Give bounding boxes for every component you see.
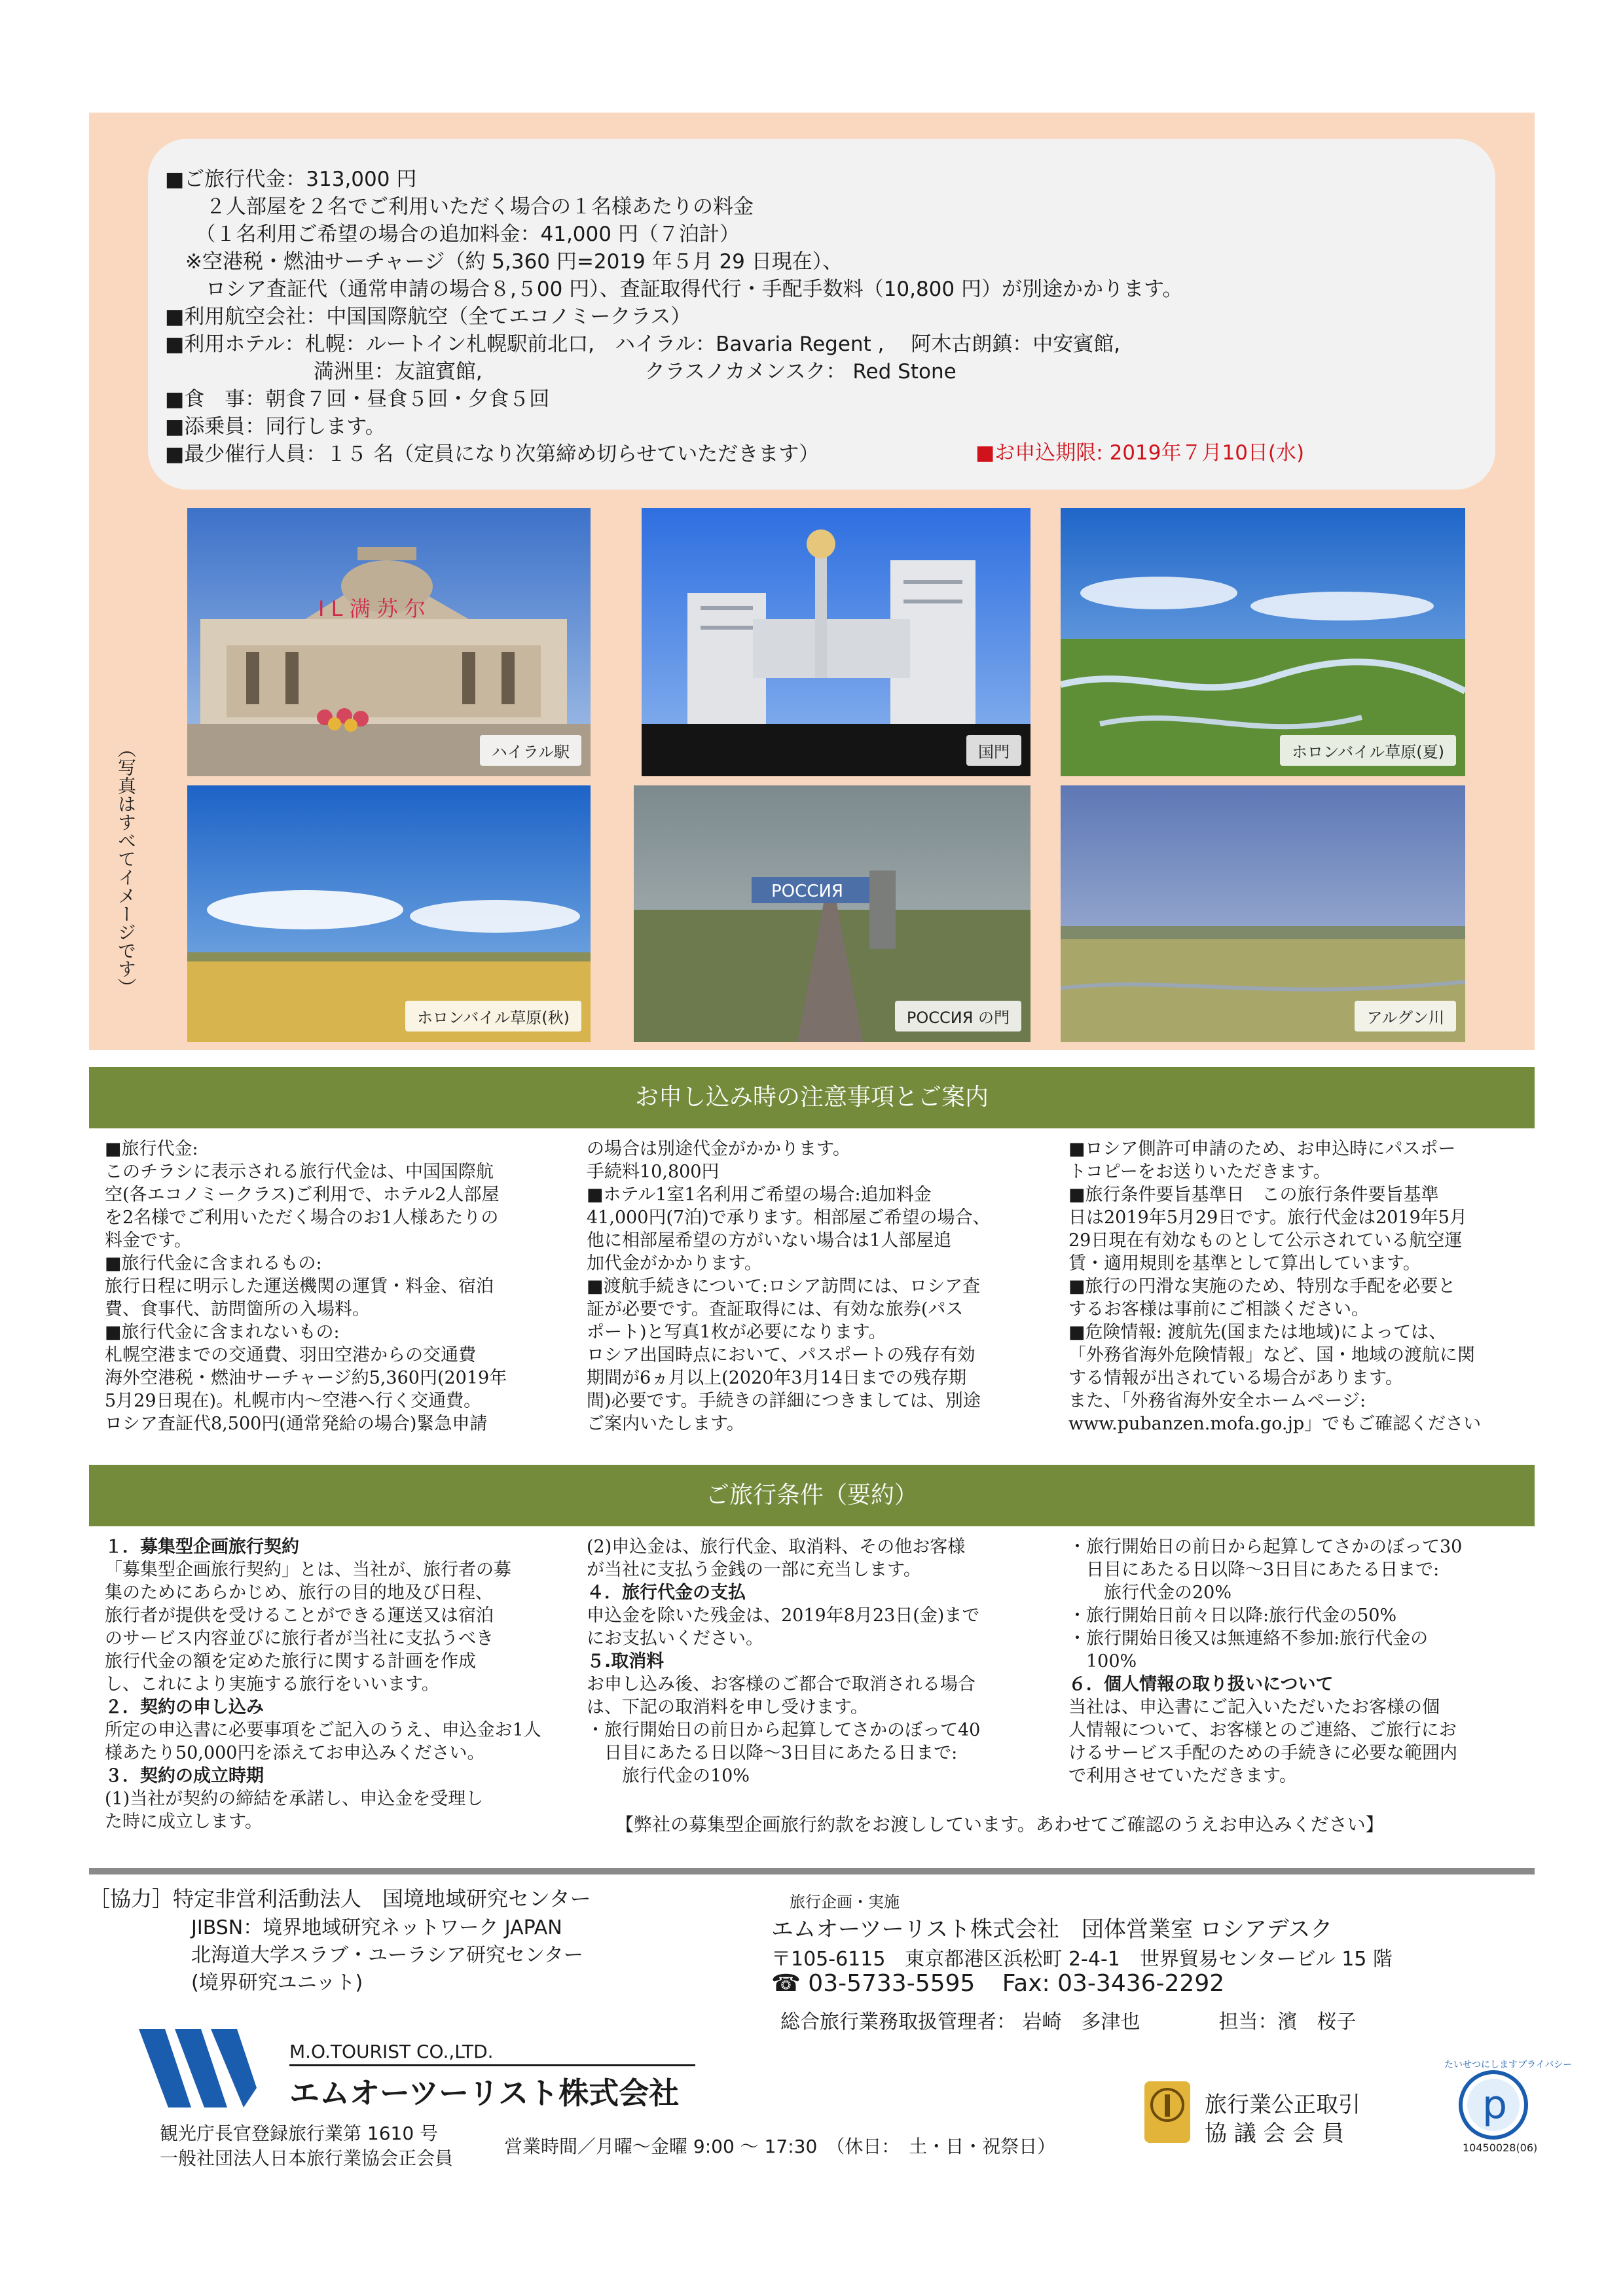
- svg-text:p: p: [1482, 2082, 1508, 2128]
- privacy-mark: [1444, 2058, 1573, 2156]
- tour-info-line: ■最少催行人員：１５ 名（定員になり次第締め切らせていただきます）: [165, 442, 820, 466]
- text-line: トコピーをお送りいただきます。: [1068, 1162, 1331, 1182]
- association-membership: 一般社団法人日本旅行業協会正会員: [160, 2147, 454, 2169]
- tour-info-line: ※空港税・燃油サーチャージ（約 5,360 円=2019 年５月 29 日現在）、: [165, 250, 843, 274]
- text-line: た時に成立します。: [105, 1812, 263, 1832]
- text-line: 旅行者が提供を受けることができる運送又は宿泊: [105, 1605, 494, 1626]
- text-line: また、「外務省海外安全ホームページ:: [1068, 1391, 1366, 1411]
- text-line: 5月29日現在)。札幌市内～空港へ行く交通費。: [105, 1391, 482, 1411]
- fax-number: Fax: 03-3436-2292: [1002, 1970, 1225, 1997]
- notice-column-1: [105, 1138, 507, 1435]
- photo-caption: ホロンバイル草原(夏): [1280, 735, 1456, 766]
- text-line: 旅行代金の10%: [587, 1766, 750, 1786]
- photo-hulunbuir-autumn: [187, 785, 591, 1042]
- text-line: 他に相部屋希望の方がいない場合は1人部屋追: [587, 1230, 952, 1251]
- text-line: ロシア出国時点において、パスポートの残存有効: [587, 1345, 976, 1365]
- text-line: にお支払いください。: [587, 1628, 763, 1649]
- conditions-note: 【弊社の募集型企画旅行約款をお渡ししています。あわせてご確認のうえお申込みください】: [615, 1814, 1384, 1835]
- logo-rule: [289, 2064, 695, 2066]
- text-line: 当社は、申込書にご記入いただいたお客様の個: [1068, 1697, 1440, 1717]
- text-line: ・旅行開始日の前日から起算してさかのぼって40: [587, 1720, 981, 1740]
- photo-hulunbuir-summer: [1061, 508, 1465, 776]
- photo-russia-gate: [634, 785, 1030, 1042]
- text-line: 日目にあたる日以降～3日目にあたる日まで:: [1068, 1560, 1440, 1580]
- text-line: 旅行代金の額を定めた旅行に関する計画を作成: [105, 1651, 476, 1672]
- text-line: 費、食事代、訪問箇所の入場料。: [105, 1299, 370, 1319]
- business-hours: 営業時間／月曜～金曜 9:00 ～ 17:30 （休日： 土・日・祝祭日）: [504, 2136, 1056, 2157]
- conditions-column-3: [1068, 1535, 1462, 1787]
- company-address: 〒105-6115 東京都港区浜松町 2-4-1 世界貿易センタービル 15 階: [771, 1948, 1393, 1971]
- tour-info-line: ■添乗員：同行します。: [165, 415, 386, 439]
- text-line: ５.取消料: [587, 1651, 665, 1672]
- photo-caption: РОССИЯ の門: [895, 1001, 1021, 1031]
- photo-caption: ホロンバイル草原(秋): [405, 1001, 581, 1031]
- text-line: ロシア査証代8,500円(通常発給の場合)緊急申請: [105, 1414, 488, 1434]
- text-line: する情報が出されている場合があります。: [1068, 1368, 1403, 1388]
- text-line: を2名様でご利用いただく場合のお1人様あたりの: [105, 1208, 499, 1228]
- text-line: けるサービス手配のための手続きに必要な範囲内: [1068, 1743, 1457, 1763]
- text-line: するお客様は事前にご相談ください。: [1068, 1299, 1369, 1319]
- application-deadline: ■お申込期限: 2019年７月10日(水): [976, 441, 1305, 465]
- cooperation-unit: (境界研究ユニット): [191, 1971, 363, 1994]
- text-line: 29日現在有効なものとして公示されている航空運: [1068, 1230, 1463, 1251]
- conditions-column-1: [105, 1535, 541, 1833]
- cooperation-hokkaido: 北海道大学スラブ・ユーラシア研究センター: [191, 1944, 583, 1967]
- text-line: ■旅行条件要旨基準日 この旅行条件要旨基準: [1068, 1185, 1439, 1205]
- text-line: が当社に支払う金銭の一部に充当します。: [587, 1560, 921, 1580]
- fair-trade-emblem: [1144, 2081, 1190, 2143]
- text-line: 「募集型企画旅行契約」とは、当社が、旅行者の募: [105, 1560, 511, 1580]
- photo-national-gate: [642, 508, 1030, 776]
- photo-argun-river: [1061, 785, 1465, 1042]
- text-line: の場合は別途代金がかかります。: [587, 1139, 850, 1159]
- text-line: 間)必要です。手続きの詳細につきましては、別途: [587, 1391, 981, 1411]
- text-line: ■旅行代金に含まれるもの:: [105, 1253, 322, 1274]
- privacy-code: 10450028(06): [1463, 2142, 1538, 2154]
- photo-caption: アルグン川: [1355, 1001, 1456, 1031]
- text-line: は、下記の取消料を申し受けます。: [587, 1697, 868, 1717]
- text-line: で利用させていただきます。: [1068, 1766, 1297, 1786]
- text-line: www.pubanzen.mofa.go.jp」でもご確認ください: [1068, 1414, 1482, 1434]
- mo-logo-icon: [139, 2029, 257, 2108]
- footer-divider: [89, 1868, 1535, 1874]
- planning-label: 旅行企画・実施: [790, 1893, 900, 1911]
- registration-number: 観光庁長官登録旅行業第 1610 号: [160, 2123, 439, 2144]
- text-line: ■ホテル1室1名利用ご希望の場合:追加料金: [587, 1185, 932, 1205]
- text-line: ・旅行開始日の前日から起算してさかのぼって30: [1068, 1537, 1463, 1557]
- text-line: 海外空港税・燃油サーチャージ約5,360円(2019年: [105, 1368, 507, 1388]
- photo-hailar-station: [187, 508, 591, 776]
- conditions-column-2: [587, 1535, 980, 1787]
- cooperation-jibsn: JIBSN：境界地域研究ネットワーク JAPAN: [191, 1916, 562, 1939]
- tour-info-line: 満洲里：友誼賓館, クラスノカメンスク： Red Stone: [165, 360, 957, 384]
- notice-column-3: [1068, 1138, 1481, 1435]
- text-line: 人情報について、お客様とのご連絡、ご旅行にお: [1068, 1720, 1457, 1740]
- text-line: 申込金を除いた残金は、2019年8月23日(金)まで: [587, 1605, 980, 1626]
- text-line: ■渡航手続きについて:ロシア訪問には、ロシア査: [587, 1276, 981, 1297]
- text-line: ■ロシア側許可申請のため、お申込時にパスポー: [1068, 1139, 1456, 1159]
- logo-japanese: エムオーツーリスト株式会社: [289, 2075, 680, 2111]
- text-line: 100%: [1068, 1651, 1137, 1672]
- tour-info-line: ■ご旅行代金：313,000 円: [165, 168, 417, 191]
- text-line: し、これにより実施する旅行をいいます。: [105, 1674, 439, 1695]
- phone-number: 03-5733-5595: [808, 1970, 976, 1997]
- fair-trade-label-2: 協 議 会 会 員: [1205, 2121, 1345, 2147]
- text-line: 「外務省海外危険情報」など、国・地域の渡航に関: [1068, 1345, 1475, 1365]
- photo-note: （写真はすべてイメージです）: [115, 740, 137, 996]
- privacy-text: たいせつにしますプライバシー: [1444, 2060, 1573, 2070]
- tour-info-line: ■利用航空会社：中国国際航空（全てエコノミークラス）: [165, 305, 691, 329]
- text-line: 41,000円(7泊)で承ります。相部屋ご希望の場合、: [587, 1208, 991, 1228]
- notice-header: お申し込み時の注意事項とご案内: [89, 1067, 1535, 1128]
- svg-text:РОССИЯ: РОССИЯ: [771, 882, 843, 901]
- photo-caption: ハイラル駅: [480, 735, 581, 766]
- text-line: (1)当社が契約の締結を承諾し、申込金を受理し: [105, 1789, 484, 1809]
- text-line: ４．旅行代金の支払: [587, 1583, 746, 1603]
- text-line: ２．契約の申し込み: [105, 1697, 264, 1717]
- text-line: 集のためにあらかじめ、旅行の目的地及び日程、: [105, 1583, 493, 1603]
- text-line: 賃・適用規則を基準として算出しています。: [1068, 1253, 1421, 1274]
- tour-info-line: ２人部屋を２名でご利用いただく場合の１名様あたりの料金: [165, 195, 754, 219]
- text-line: ■危険情報: 渡航先(国または地域)によっては、: [1068, 1322, 1447, 1342]
- svg-text:I L 满 苏 尔: I L 满 苏 尔: [318, 596, 426, 621]
- text-line: ■旅行代金に含まれないもの:: [105, 1322, 340, 1342]
- contact-line: [771, 1970, 1224, 1997]
- photo-caption: 国門: [966, 735, 1021, 766]
- tour-info-line: ■利用ホテル：札幌：ルートイン札幌駅前北口, ハイラル：Bavaria Regent , 阿木古朗鎮：中安賓館,: [165, 332, 1121, 356]
- text-line: １．募集型企画旅行契約: [105, 1537, 299, 1557]
- text-line: 期間が6ヵ月以上(2020年3月14日までの残存期: [587, 1368, 966, 1388]
- text-line: (2)申込金は、旅行代金、取消料、その他お客様: [587, 1537, 966, 1557]
- text-line: ご案内いたします。: [587, 1414, 744, 1434]
- text-line: 旅行代金の20%: [1068, 1583, 1232, 1603]
- phone-icon: ☎: [771, 1970, 801, 1997]
- fair-trade-label-1: 旅行業公正取引: [1205, 2092, 1360, 2118]
- company-logo: [139, 2029, 721, 2111]
- logo-english: M.O.TOURIST CO.,LTD.: [289, 2041, 494, 2062]
- fair-trade-icon: [1144, 2081, 1190, 2143]
- text-line: 手続料10,800円: [587, 1162, 720, 1182]
- text-line: 様あたり50,000円を添えてお申込みください。: [105, 1743, 485, 1763]
- text-line: ■旅行代金:: [105, 1139, 198, 1159]
- text-line: 旅行日程に明示した運送機関の運賃・料金、宿泊: [105, 1276, 494, 1297]
- cooperation-line: ［協力］特定非営利活動法人 国境地域研究センター: [89, 1886, 591, 1911]
- tour-info-line: （１名利用ご希望の場合の追加料金：41,000 円（７泊計）: [165, 223, 740, 246]
- company-name: エムオーツーリスト株式会社 団体営業室 ロシアデスク: [771, 1916, 1333, 1943]
- tour-info-line: ■食 事：朝食７回・昼食５回・夕食５回: [165, 387, 550, 411]
- text-line: ・旅行開始日後又は無連絡不参加:旅行代金の: [1068, 1628, 1429, 1649]
- tour-info-line: ロシア査証代（通常申請の場合８,５00 円）、査証取得代行・手配手数料（10,800 円）が別途かかります。: [165, 278, 1183, 301]
- text-line: 証が必要です。査証取得には、有効な旅券(パス: [587, 1299, 964, 1319]
- text-line: このチラシに表示される旅行代金は、中国国際航: [105, 1162, 494, 1182]
- text-line: ・旅行開始日前々日以降:旅行代金の50%: [1068, 1605, 1397, 1626]
- conditions-header: ご旅行条件（要約）: [89, 1465, 1535, 1526]
- text-line: 日目にあたる日以降～3日目にあたる日まで:: [587, 1743, 958, 1763]
- text-line: お申し込み後、お客様のご都合で取消される場合: [587, 1674, 976, 1695]
- text-line: 料金です。: [105, 1230, 192, 1251]
- text-line: 所定の申込書に必要事項をご記入のうえ、申込金お1人: [105, 1720, 541, 1740]
- text-line: 札幌空港までの交通費、羽田空港からの交通費: [105, 1345, 476, 1365]
- text-line: のサービス内容並びに旅行者が当社に支払うべき: [105, 1628, 494, 1649]
- text-line: ３．契約の成立時期: [105, 1766, 264, 1786]
- notice-column-2: [587, 1138, 991, 1435]
- text-line: ポート)と写真1枚が必要になります。: [587, 1322, 886, 1342]
- text-line: 加代金がかかります。: [587, 1253, 762, 1274]
- text-line: ６．個人情報の取り扱いについて: [1068, 1674, 1334, 1695]
- text-line: 空(各エコノミークラス)ご利用で、ホテル2人部屋: [105, 1185, 500, 1205]
- text-line: ■旅行の円滑な実施のため、特別な手配を必要と: [1068, 1276, 1456, 1297]
- text-line: 日は2019年5月29日です。旅行代金は2019年5月: [1068, 1208, 1467, 1228]
- travel-manager: 総合旅行業務取扱管理者： 岩崎 多津也 担当：濱 桜子: [780, 2011, 1357, 2034]
